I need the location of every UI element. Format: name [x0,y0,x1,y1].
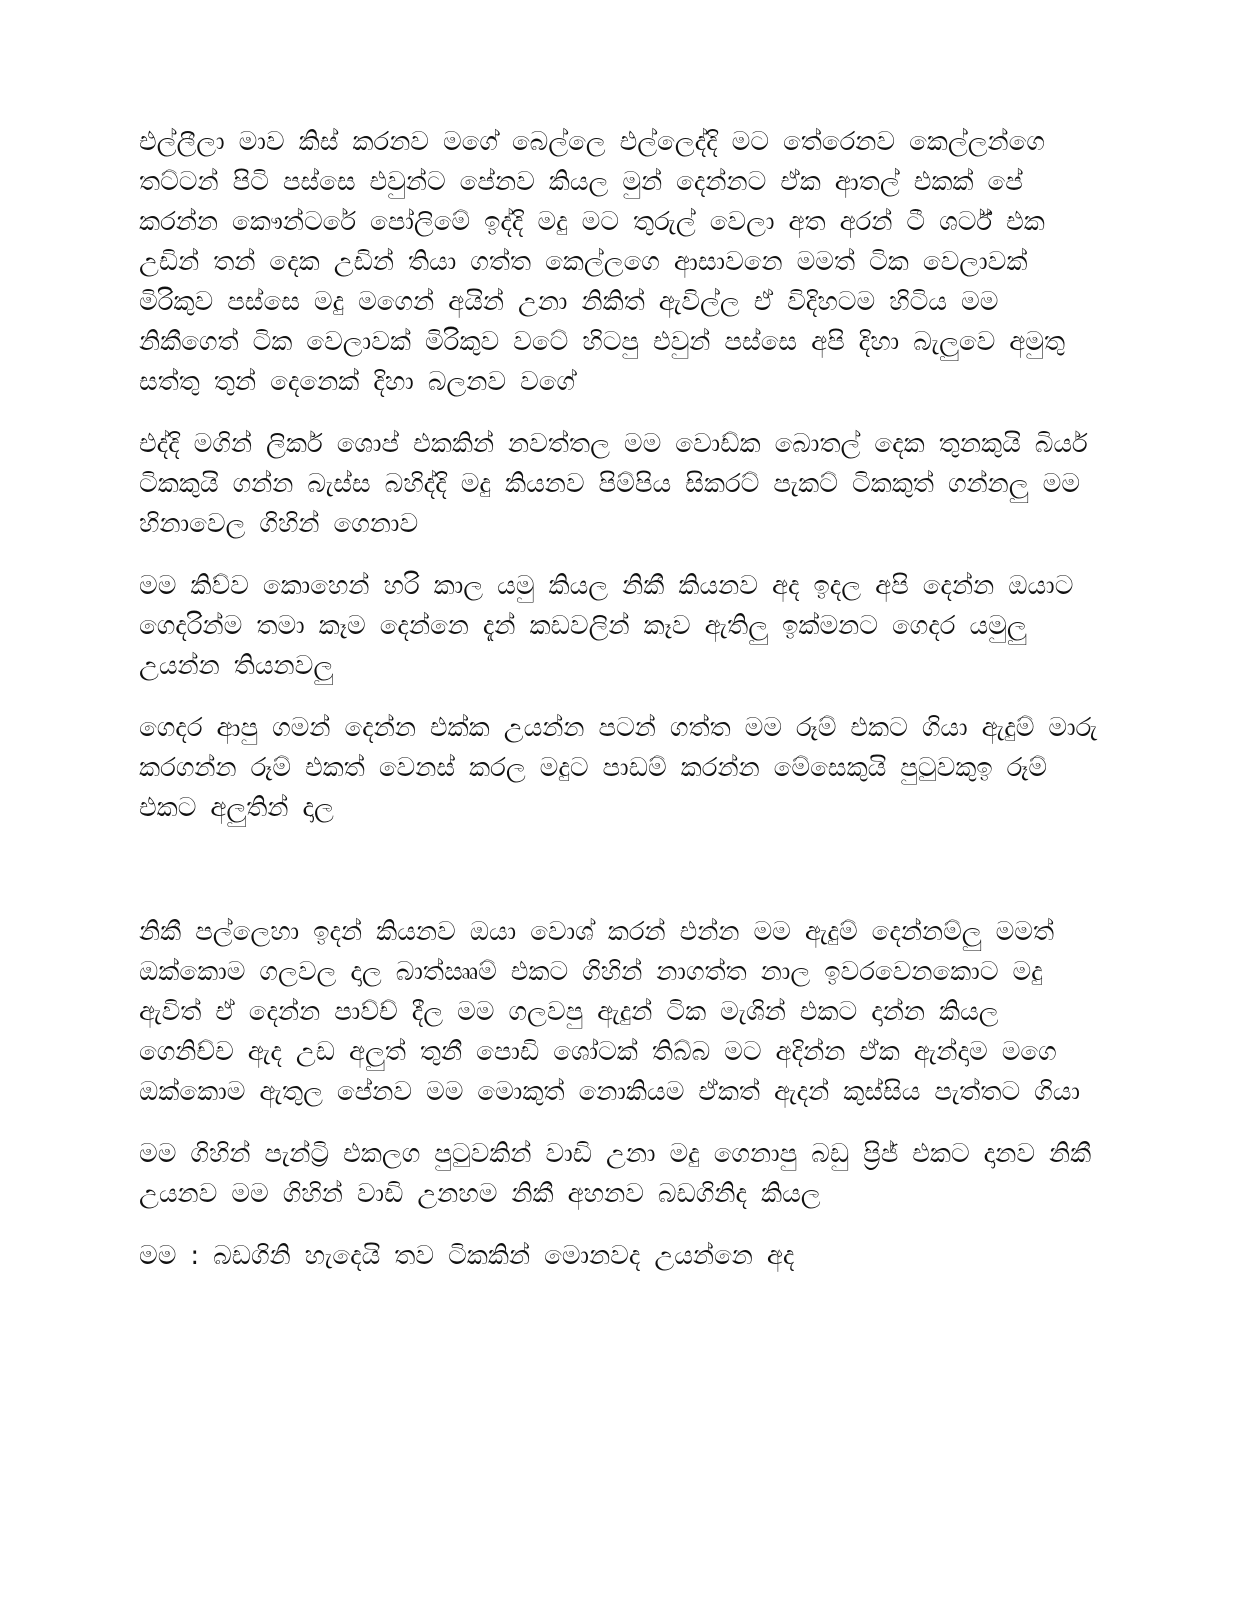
paragraph-2: එද්දි මගින් ලිකර් ශොප් එකකින් නවත්තල මම වොඩ්ක බොතල් දෙක තුනකුයි බියර් ටිකකුයි ගන්න බැස්ස බහිද්දි මදු කියනව පිම්පිය සිකරට් පැකට් ටිකකුත් ගන්නලු මම හිනාවෙල ගිහින් ගෙනාව [139,429,1088,539]
paragraph-6: මම ගිහින් පැන්ට්‍රි එකලග පුටුවකින් වාඩි උනා මදු ගෙනාපු බඩු ප්‍රිජ් එකට දානව නිකී උයනව මම ගිහින් වාඩි උනහම නිකී අහනව බඩගිනිද කියල [139,1139,1092,1209]
paragraph-5: නිකී පල්ලෙහා ඉදන් කියනව ඔයා වොශ් කරන් එන්න මම ඇදුම් දෙන්නම්ලු මමත් ඔක්කොම ගලවල දාල බාත්ඎම් එකට ගිහින් නාගත්ත නාල ඉවරවෙනකොට මදු ඇවිත් ඒ දෙන්න පාව්ච් දීල මම ගලවපු ඇදුන් ටික මැශින් එකට දාන්න කියල ගෙනිච්ච ඇද උඩ අලුත් තුනී පොඩි ශෝටක් තිබ්බ මට අදින්න ඒක ඇන්දාම මගෙ ඔක්කොම ඇතුල පේනව මම මොකුත් නොකියම ඒකත් ඇදන් කුස්සිය පැත්තට ගියා [139,917,1081,1107]
paragraph-1: එල්ලීලා මාව කිස් කරනව මගේ බෙල්ලෙ එල්ලෙද්දි මට තේරෙනව කෙල්ලන්ගෙ තට්ටන් පිටි පස්සෙ එවුන්ට පේනව කියල මුන් දෙන්නට ඒක ආතල් එකක් පේ කරන්න කෞන්ටරේ පෝලිමේ ඉද්දි මදු මට තුරුල් වෙලා අත අරන් ටී ශර්ට් එක උඩින් තන් දෙක උඩින් තියා ගත්ත කෙල්ලගෙ ආසාවනෙ මමත් ටික වෙලාවක් මිරිකුව පස්සෙ මදු මගෙන් අයින් උනා නිකිත් ඇවිල්ල ඒ විදිහටම හිටිය මම නිකීගෙත් ටික වෙලාවක් මිරිකුව වටේ හිටපු එවුන් පස්සෙ අපි දිහා බැලුවෙ අමුතු සත්තු තුන් දෙනෙක් දිහා බලනව වගේ [139,127,1066,397]
document-text-block [139,122,1101,1276]
paragraph-3: මම කිව්ව කොහෙන් හරි කාල යමු කියල නිකී කියනව අද ඉදල අපි දෙන්න ඔයාට ගෙදරින්ම තමා කෑම දෙන්නෙ දැන් කඩවලින් කෑව ඇතිලු ඉක්මනට ගෙදර යමුලු උයන්න තියනවලු [139,571,1074,681]
paragraph-7-dialogue-line: මම : බඩගිනි හැදෙයි තව ටිකකින් මොනවද උයන්නෙ අද [139,1241,795,1271]
paragraph-4: ගෙදර ආපු ගමන් දෙන්න එක්ක උයන්න පටන් ගත්ත මම රූම් එකට ගියා ඇදුම් මාරු කරගන්න රූම් එකත් වෙනස් කරල මදුට පාඩම් කරන්න මේසෙකුයි පුටුවකුඉ රූම් එකට අලුතින් දාල [139,713,1098,823]
